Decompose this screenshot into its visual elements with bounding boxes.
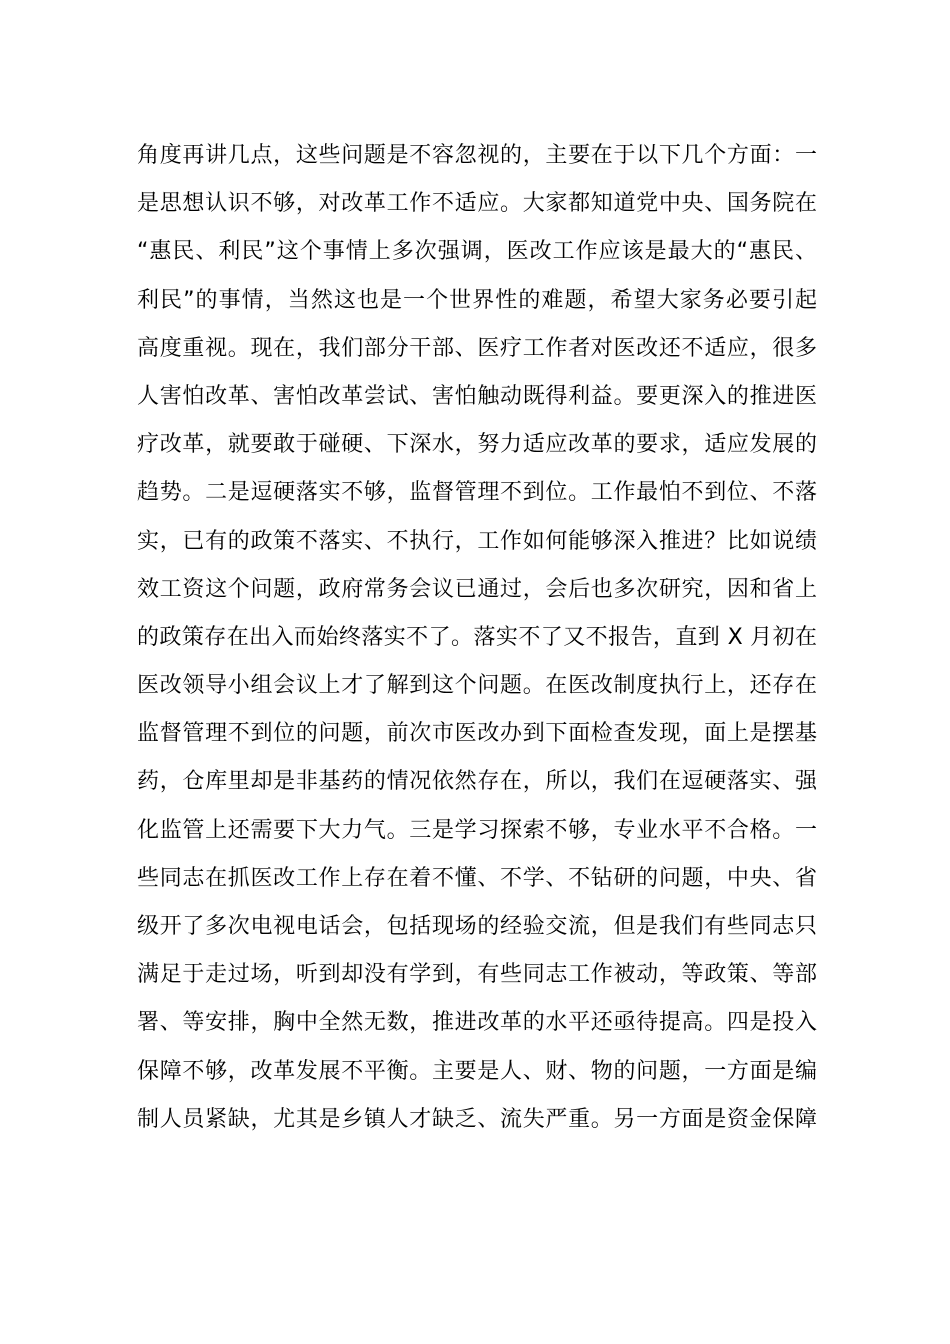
- text-line: 效工资这个问题，政府常务会议已通过，会后也多次研究，因和省上: [137, 576, 817, 602]
- text-line: 的政策存在出入而始终落实不了。落实不了又不报告，直到 X 月初在: [137, 624, 817, 650]
- text-line: 医改领导小组会议上才了解到这个问题。在医改制度执行上，还存在: [137, 673, 817, 699]
- text-line: 监督管理不到位的问题，前次市医改办到下面检查发现，面上是摆基: [137, 721, 817, 747]
- body-text: [137, 144, 817, 1156]
- text-line: 些同志在抓医改工作上存在着不懂、不学、不钻研的问题，中央、省: [137, 865, 817, 891]
- text-line: 疗改革，就要敢于碰硬、下深水，努力适应改革的要求，适应发展的: [137, 432, 817, 458]
- text-line: 实，已有的政策不落实、不执行，工作如何能够深入推进？比如说绩: [137, 528, 817, 554]
- text-line: 人害怕改革、害怕改革尝试、害怕触动既得利益。要更深入的推进医: [137, 383, 817, 409]
- text-line: 高度重视。现在，我们部分干部、医疗工作者对医改还不适应，很多: [137, 335, 817, 361]
- text-line: 化监管上还需要下大力气。三是学习探索不够，专业水平不合格。一: [137, 817, 817, 843]
- text-line: 趋势。二是逗硬落实不够，监督管理不到位。工作最怕不到位、不落: [137, 480, 817, 506]
- text-line: 药，仓库里却是非基药的情况依然存在，所以，我们在逗硬落实、强: [137, 769, 817, 795]
- text-line: 利民”的事情，当然这也是一个世界性的难题，希望大家务必要引起: [137, 287, 817, 313]
- text-line: 级开了多次电视电话会，包括现场的经验交流，但是我们有些同志只: [137, 914, 817, 939]
- text-line: 制人员紧缺，尤其是乡镇人才缺乏、流失严重。另一方面是资金保障: [137, 1106, 817, 1132]
- text-line: 保障不够，改革发展不平衡。主要是人、财、物的问题，一方面是编: [137, 1058, 817, 1084]
- text-line: 署、等安排，胸中全然无数，推进改革的水平还亟待提高。四是投入: [137, 1010, 817, 1036]
- text-line: 满足于走过场，听到却没有学到，有些同志工作被动，等政策、等部: [137, 962, 817, 988]
- text-line: 是思想认识不够，对改革工作不适应。大家都知道党中央、国务院在: [137, 191, 817, 217]
- text-line: “惠民、利民”这个事情上多次强调，医改工作应该是最大的“惠民、: [137, 239, 817, 265]
- text-line: 角度再讲几点，这些问题是不容忽视的，主要在于以下几个方面：一: [137, 143, 817, 168]
